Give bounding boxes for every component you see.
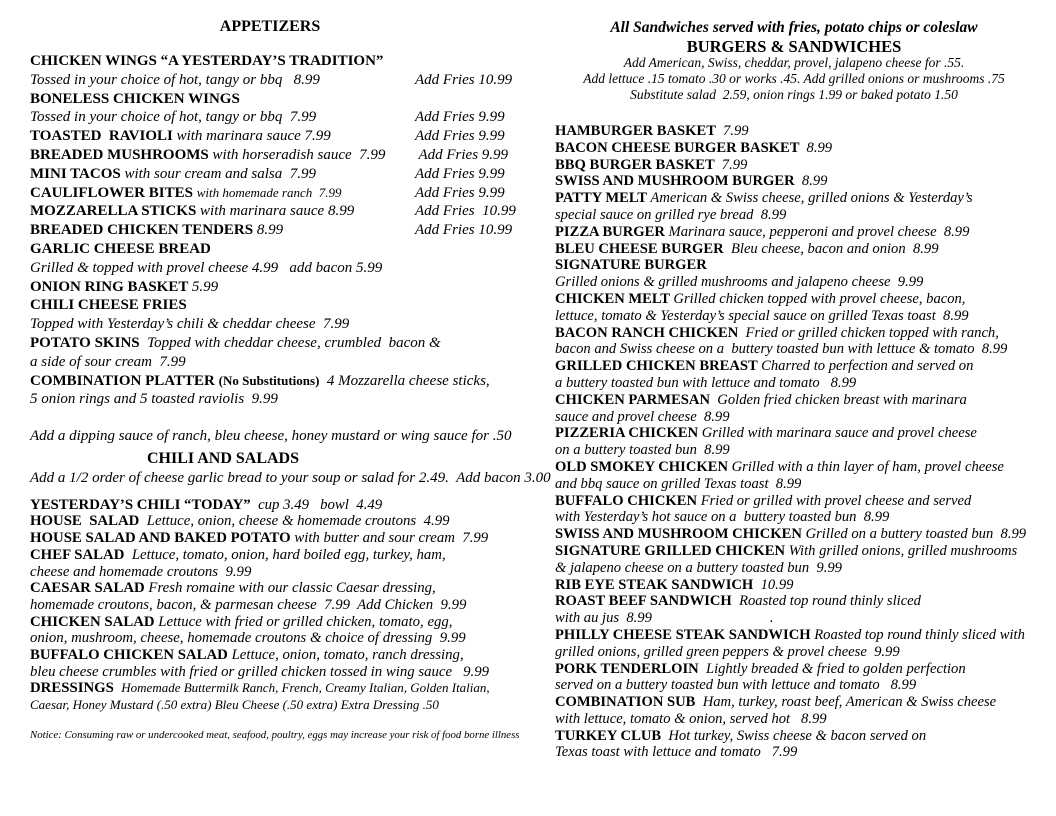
appetizers-section-title: APPETIZERS (219, 18, 321, 35)
menu-item-line (555, 425, 1033, 442)
menu-item-line (555, 157, 1033, 174)
menu-item-line (30, 90, 510, 109)
menu-item-line (30, 580, 510, 597)
menu-item-line (30, 52, 510, 71)
item-description: Grilled & topped with provel cheese 4.99 add bacon 5.99 (30, 259, 383, 276)
item-description: With grilled onions, grilled mushrooms (788, 542, 1018, 559)
item-name: BACON CHEESE BURGER BASKET (555, 139, 807, 156)
item-description: Caesar, Honey Mustard (.50 extra) Bleu Cheese (.50 extra) Extra Dressing .50 (30, 697, 439, 713)
item-name: CHICKEN WINGS “A YESTERDAY’S TRADITION” (30, 53, 384, 69)
item-name: TURKEY CLUB (555, 727, 669, 744)
menu-item-line (555, 257, 1033, 274)
item-name: HOUSE SALAD (30, 513, 147, 530)
menu-item-line (555, 543, 1033, 560)
item-name: PIZZERIA CHICKEN (555, 425, 702, 442)
menu-item-line (555, 442, 1033, 459)
menu-item-line (555, 677, 1033, 694)
item-name: GARLIC CHEESE BREAD (30, 240, 211, 257)
menu-item-line (30, 647, 510, 664)
item-description: cup 3.49 bowl 4.49 (258, 496, 383, 513)
menu-item-line (555, 173, 1033, 190)
item-name: COMBINATION SUB (555, 694, 703, 711)
item-name: CAULIFLOWER BITES (30, 184, 197, 201)
item-description: Fresh romaine with our classic Caesar dressing, (148, 580, 436, 597)
add-fries-note: Add Fries 10.99 (415, 203, 516, 220)
item-description: 8.99 (806, 139, 833, 156)
menu-item-line (30, 202, 516, 221)
add-fries-note: Add Fries 9.99 (415, 109, 505, 126)
item-description: with horseradish sauce 7.99 (212, 146, 386, 163)
item-name: ONION RING BASKET (30, 278, 192, 295)
menu-item-line (30, 353, 510, 372)
add-fries-note: Add Fries 9.99 (415, 184, 505, 201)
menu-item-line (555, 459, 1033, 476)
menu-item-line (30, 614, 510, 631)
menu-item-line (30, 165, 510, 184)
item-description: cheese and homemade croutons 9.99 (30, 563, 252, 580)
food-safety-notice: Notice: Consuming raw or undercooked meat, seafood, poultry, eggs may increase your risk of food borne illness (30, 728, 520, 741)
item-description: 7.99 (723, 123, 749, 139)
item-description: 10.99 (760, 576, 794, 593)
menu-item-line (555, 476, 1033, 493)
item-description: with marinara sauce 8.99 (200, 203, 355, 220)
item-description: Lettuce, onion, tomato, ranch dressing, (231, 647, 464, 664)
item-name: BREADED MUSHROOMS (30, 146, 213, 163)
item-name: TOASTED RAVIOLI (30, 128, 177, 145)
item-name: SWISS AND MUSHROOM CHICKEN (555, 526, 806, 543)
item-name: YESTERDAY’S CHILI “TODAY” (30, 496, 259, 513)
item-name: HAMBURGER BASKET (555, 123, 723, 139)
add-fries-note: Add Fries 10.99 (415, 71, 513, 88)
item-description: a buttery toasted bun with lettuce and tomato 8.99 (555, 374, 857, 391)
item-name: CAESAR SALAD (30, 580, 149, 597)
item-name: BUFFALO CHICKEN (555, 492, 701, 509)
item-name: SIGNATURE GRILLED CHICKEN (555, 542, 789, 559)
item-description: and bbq sauce on grilled Texas toast 8.99 (555, 475, 802, 492)
item-description: Marinara sauce, pepperoni and provel cheese 8.99 (668, 223, 970, 240)
item-name: RIB EYE STEAK SANDWICH (555, 576, 761, 593)
item-name: DRESSINGS (30, 680, 122, 697)
item-description: Fried or grilled chicken topped with ranch, (745, 324, 999, 341)
menu-item-line (555, 577, 1033, 594)
item-description: with butter and sour cream 7.99 (294, 530, 489, 547)
menu-item-line (30, 334, 510, 353)
item-description: a side of sour cream 7.99 (30, 353, 186, 370)
item-name: GRILLED CHICKEN BREAST (555, 358, 762, 375)
item-name: PHILLY CHEESE STEAK SANDWICH (555, 626, 815, 643)
menu-item-line (555, 241, 1033, 258)
menu-item-line (555, 291, 1033, 308)
add-fries-note: Add Fries 9.99 (415, 146, 509, 163)
item-description: Ham, turkey, roast beef, American & Swiss cheese (702, 694, 997, 711)
item-description: . (769, 610, 774, 627)
appetizers-column (30, 17, 551, 745)
item-description: 7.99 (721, 156, 748, 173)
item-name: COMBINATION PLATTER (30, 372, 219, 389)
menu-item-line (30, 240, 510, 259)
item-name: BACON RANCH CHICKEN (555, 324, 746, 341)
item-description: lettuce, tomato & Yesterday’s special sauce on grilled Texas toast 8.99 (555, 307, 969, 324)
item-description: American & Swiss cheese, grilled onions & Yesterday’s (650, 190, 973, 207)
item-description: with au jus 8.99 (555, 610, 652, 627)
item-description: 8.99 (256, 222, 284, 239)
chili-salads-list (30, 497, 510, 714)
menu-item-line (555, 560, 1033, 577)
menu-item-line (30, 71, 513, 90)
menu-item-line (30, 630, 510, 647)
item-name: CHICKEN SALAD (30, 613, 159, 630)
item-description: Grilled on a buttery toasted bun 8.99 (805, 526, 1027, 543)
menu-item-line (30, 127, 510, 146)
menu-item-line (555, 341, 1033, 358)
menu-item-line (555, 711, 1033, 728)
menu-item-line (30, 597, 510, 614)
item-name: PORK TENDERLOIN (555, 660, 706, 677)
menu-item-line (30, 664, 510, 681)
item-description: Topped with Yesterday’s chili & cheddar cheese 7.99 (30, 316, 350, 333)
menu-item-line (30, 146, 510, 165)
burgers-sandwiches-column (555, 18, 1033, 761)
menu-item-line (30, 259, 510, 278)
menu-item-line (555, 224, 1033, 241)
served-with-note: All Sandwiches served with fries, potato chips or coleslaw (610, 19, 978, 36)
menu-item-line (555, 308, 1033, 325)
menu-item-line (555, 644, 1033, 661)
menu-item-line (555, 207, 1033, 224)
item-description: Lightly breaded & fried to golden perfection (705, 660, 966, 677)
item-name: BUFFALO CHICKEN SALAD (30, 647, 232, 664)
addon-toppings-note: Add lettuce .15 tomato .30 or works .45. Add grilled onions or mushrooms .75 (583, 71, 1005, 86)
item-description: Fried or grilled with provel cheese and served (700, 492, 972, 509)
item-name: CHICKEN PARMESAN (555, 391, 718, 408)
menu-item-line (555, 593, 1033, 610)
menu-item-line (30, 564, 510, 581)
item-description: bleu cheese crumbles with fried or grilled chicken tossed in wing sauce 9.99 (30, 663, 490, 680)
item-name: BONELESS CHICKEN WINGS (30, 90, 240, 107)
menu-item-line (555, 694, 1033, 711)
add-fries-note: Add Fries 9.99 (415, 165, 505, 182)
item-name: BREADED CHICKEN TENDERS (30, 222, 257, 239)
item-description: 5.99 (191, 278, 219, 295)
item-description: homemade croutons, bacon, & parmesan cheese 7.99 Add Chicken 9.99 (30, 596, 467, 613)
item-name: POTATO SKINS (30, 334, 148, 351)
item-description: Homemade Buttermilk Ranch, French, Creamy Italian, Golden Italian, (121, 680, 490, 696)
menu-item-line (555, 509, 1033, 526)
item-description: with lettuce, tomato & onion, served hot 8.99 (555, 710, 827, 727)
menu-item-line (555, 493, 1033, 510)
menu-item-line (30, 547, 510, 564)
item-description: Bleu cheese, bacon and onion 8.99 (730, 240, 939, 257)
sandwiches-list (555, 123, 1033, 761)
menu-item-line (30, 296, 510, 315)
item-description: with homemade ranch 7.99 (196, 184, 342, 200)
menu-item-line (555, 744, 1033, 761)
item-description: 8.99 (801, 173, 828, 190)
menu-item-line (30, 680, 510, 697)
menu-item-line (30, 530, 510, 547)
menu-item-line (555, 661, 1033, 678)
menu-item-line (30, 221, 513, 240)
item-name: CHILI CHEESE FRIES (30, 297, 187, 314)
item-description: onion, mushroom, cheese, homemade croutons & choice of dressing 9.99 (30, 630, 466, 647)
item-name: PIZZA BURGER (555, 223, 669, 240)
menu-item-line (30, 184, 510, 203)
menu-item-line (30, 513, 510, 530)
item-description: Lettuce, onion, cheese & homemade croutons 4.99 (146, 513, 450, 530)
item-name: OLD SMOKEY CHICKEN (555, 458, 732, 475)
item-description: Tossed in your choice of hot, tangy or bbq 8.99 (30, 71, 320, 88)
item-description: Tossed in your choice of hot, tangy or bbq 7.99 (30, 109, 317, 126)
item-description: Hot turkey, Swiss cheese & bacon served on (668, 727, 927, 744)
substitute-note: Substitute salad 2.59, onion rings 1.99 or baked potato 1.50 (630, 87, 958, 102)
menu-item-line (555, 526, 1033, 543)
chili-salads-section-title: CHILI AND SALADS (146, 449, 300, 467)
menu-item-line (555, 728, 1033, 745)
item-description: Grilled with marinara sauce and provel cheese (701, 425, 977, 442)
item-description: Grilled onions & grilled mushrooms and jalapeno cheese 9.99 (555, 274, 924, 291)
item-description: Roasted top round thinly sliced with (814, 626, 1025, 643)
menu-item-line (30, 697, 510, 714)
item-name: (No Substitutions) (218, 372, 320, 388)
item-description: 5 onion rings and 5 toasted raviolis 9.99 (30, 391, 278, 408)
item-description: Lettuce with fried or grilled chicken, tomato, egg, (158, 613, 453, 630)
item-description: with sour cream and salsa 7.99 (124, 165, 317, 182)
add-fries-note: Add Fries 10.99 (415, 222, 513, 239)
item-description: Roasted top round thinly sliced (739, 593, 921, 610)
menu-item-line (30, 278, 510, 297)
item-name: MINI TACOS (30, 165, 125, 182)
menu-item-line (30, 372, 510, 391)
item-name: BBQ BURGER BASKET (555, 156, 722, 173)
menu-item-line (555, 392, 1033, 409)
item-name: HOUSE SALAD AND BAKED POTATO (30, 530, 295, 547)
menu-item-line (555, 123, 1033, 140)
item-description: 4 Mozzarella cheese sticks, (319, 372, 490, 389)
burgers-section-title: BURGERS & SANDWICHES (686, 37, 902, 56)
item-description: Texas toast with lettuce and tomato 7.99 (555, 744, 798, 761)
item-description: bacon and Swiss cheese on a buttery toasted bun with lettuce & tomato 8.99 (555, 341, 1008, 358)
menu-item-line (30, 390, 510, 409)
menu-item-line (555, 190, 1033, 207)
item-name: BLEU CHEESE BURGER (555, 240, 731, 257)
menu-item-line (555, 610, 1033, 627)
appetizers-list (30, 52, 516, 409)
add-fries-note: Add Fries 9.99 (415, 128, 505, 145)
addon-cheese-note: Add American, Swiss, cheddar, provel, jalapeno cheese for .55. (623, 55, 965, 70)
menu-item-line (555, 140, 1033, 157)
item-description: Grilled chicken topped with provel cheese, bacon, (673, 290, 966, 307)
item-description: Topped with cheddar cheese, crumbled bacon & (147, 334, 441, 351)
item-description: special sauce on grilled rye bread 8.99 (555, 206, 787, 223)
item-description: Golden fried chicken breast with marinara (717, 391, 967, 408)
item-name: ROAST BEEF SANDWICH (555, 593, 740, 610)
item-description: with Yesterday’s hot sauce on a buttery toasted bun 8.99 (555, 509, 890, 526)
menu-item-line (555, 409, 1033, 426)
chili-salads-subtitle: Add a 1/2 order of cheese garlic bread to your soup or salad for 2.49. Add bacon 3.00 (30, 469, 551, 486)
item-description: with marinara sauce 7.99 (176, 128, 331, 145)
item-name: MOZZARELLA STICKS (30, 203, 201, 220)
menu-item-line (30, 315, 510, 334)
dipping-sauce-note: Add a dipping sauce of ranch, bleu cheese, honey mustard or wing sauce for .50 (30, 428, 512, 445)
menu-item-line (555, 358, 1033, 375)
item-description: sauce and provel cheese 8.99 (555, 408, 730, 425)
item-name: SWISS AND MUSHROOM BURGER (555, 173, 802, 190)
item-description: Lettuce, tomato, onion, hard boiled egg, turkey, ham, (131, 546, 446, 563)
item-description: served on a buttery toasted bun with lettuce and tomato 8.99 (555, 677, 917, 694)
item-description: grilled onions, grilled green peppers & provel cheese 9.99 (555, 643, 900, 660)
menu-item-line (555, 375, 1033, 392)
item-name: SIGNATURE BURGER (555, 257, 707, 274)
item-description: Grilled with a thin layer of ham, provel cheese (731, 458, 1004, 475)
menu-item-line (555, 274, 1033, 291)
item-name: CHICKEN MELT (555, 290, 674, 307)
item-description: Charred to perfection and served on (761, 358, 974, 375)
menu-item-line (30, 497, 510, 514)
item-description: & jalapeno cheese on a buttery toasted bun 9.99 (555, 559, 842, 576)
item-description: on a buttery toasted bun 8.99 (555, 442, 730, 459)
item-name: CHEF SALAD (30, 546, 132, 563)
menu-item-line (555, 325, 1033, 342)
menu-item-line (555, 627, 1033, 644)
menu-item-line (30, 108, 510, 127)
item-name: PATTY MELT (555, 190, 651, 207)
